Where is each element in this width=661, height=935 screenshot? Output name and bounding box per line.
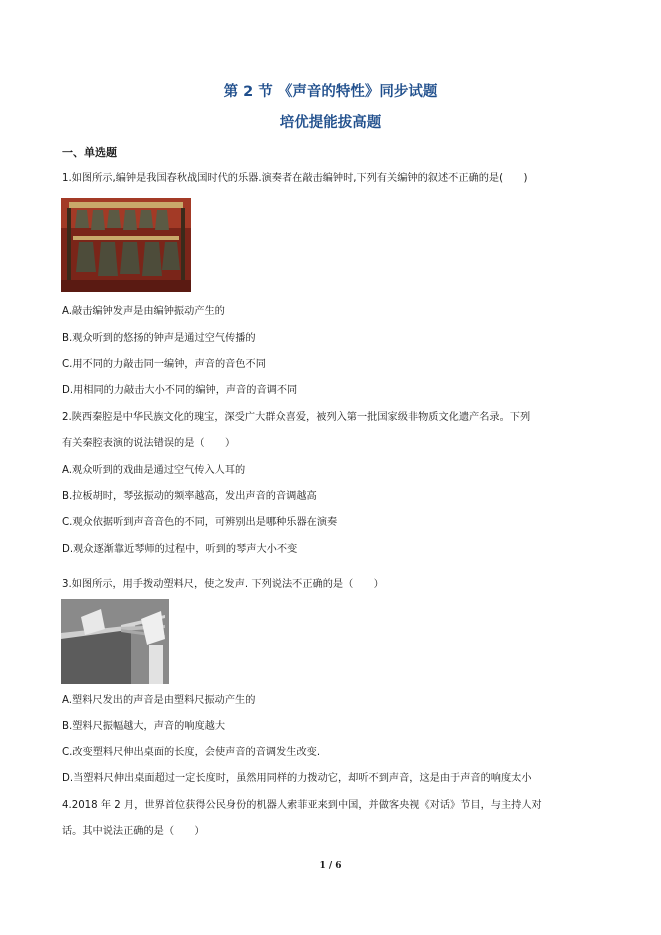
- question-4-stem-line-2: 话。其中说法正确的是（ ）: [62, 826, 205, 837]
- question-2-stem-line-1: 2.陕西秦腔是中华民族文化的瑰宝，深受广大群众喜爱，被列入第一批国家级非物质文化遗产名录。下列: [62, 412, 531, 423]
- question-1-stem: 1.如图所示,编钟是我国春秋战国时代的乐器.演奏者在敲击编钟时,下列有关编钟的叙述不正确的是( ): [62, 173, 528, 184]
- question-2-option-b: B.拉板胡时，琴弦振动的频率越高，发出声音的音调越高: [62, 491, 317, 502]
- question-2-option-a: A.观众听到的戏曲是通过空气传入人耳的: [62, 465, 246, 476]
- ruler-photo: [61, 599, 169, 684]
- question-2-option-c: C.观众依据听到声音音色的不同，可辨别出是哪种乐器在演奏: [62, 517, 338, 528]
- section-heading: 一、单选题: [62, 146, 117, 159]
- question-2-stem-line-2: 有关秦腔表演的说法错误的是（ ）: [62, 438, 236, 449]
- question-1-option-b: B.观众听到的悠扬的钟声是通过空气传播的: [62, 333, 256, 344]
- question-3-option-b: B.塑料尺振幅越大，声音的响度越大: [62, 721, 226, 732]
- page-title: 第 2 节 《声音的特性》同步试题: [223, 84, 438, 100]
- page-subtitle: 培优提能拔高题: [279, 115, 382, 131]
- question-2-option-d: D.观众逐渐靠近琴师的过程中，听到的琴声大小不变: [62, 544, 298, 555]
- question-3-option-a: A.塑料尺发出的声音是由塑料尺振动产生的: [62, 695, 256, 706]
- question-3-stem: 3.如图所示，用手拨动塑料尺，使之发声. 下列说法不正确的是（ ）: [62, 579, 384, 590]
- question-1-option-d: D.用相同的力敲击大小不同的编钟，声音的音调不同: [62, 385, 298, 396]
- question-1-option-a: A.敲击编钟发声是由编钟振动产生的: [62, 306, 225, 317]
- bells-photo: [61, 198, 191, 292]
- question-3-option-d: D.当塑料尺伸出桌面超过一定长度时，虽然用同样的力拨动它，却听不到声音，这是由于声音的响度太小: [62, 773, 532, 784]
- question-4-stem-line-1: 4.2018 年 2 月，世界首位获得公民身份的机器人索菲亚来到中国，并做客央视《对话》节目，与主持人对: [62, 800, 542, 811]
- page-number: 1 / 6: [319, 861, 342, 871]
- question-1-option-c: C.用不同的力敲击同一编钟，声音的音色不同: [62, 359, 266, 370]
- question-3-option-c: C.改变塑料尺伸出桌面的长度，会使声音的音调发生改变.: [62, 747, 321, 758]
